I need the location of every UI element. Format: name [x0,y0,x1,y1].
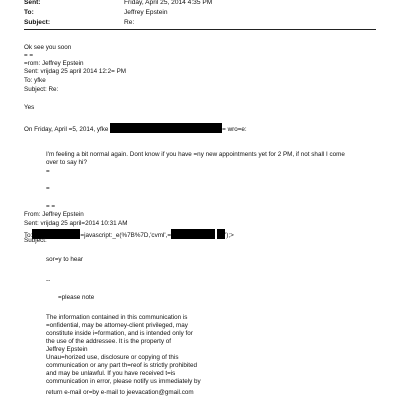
disclaimer-line: communication or any part th=reof is strictly prohibited [46,362,198,369]
attribution-prefix: On Friday, April =5, 2014, yfke [24,126,109,133]
quoted-body-line: over to say hi? [46,159,87,166]
sent-value: Friday, April 25, 2014 4:35 PM [124,0,213,6]
reply-body: Ok see you soon [24,44,72,51]
message-body: sor=y to hear [46,256,83,263]
quoted-sent-line: Sent: vrijdag 25 april=2014 10:31 AM [24,220,128,227]
quoted-separator: = [46,185,50,192]
quoted-sent-line: Sent: vrijdag 25 april 2014 12:2= PM [24,68,127,75]
disclaimer-line: =onfidential, may be attorney-client privileged, may [46,322,188,329]
quoted-subject-line: Subject: Re: [24,86,59,93]
quoted-separator: = [46,168,50,175]
to-prefix: To: [24,232,33,239]
quoted-separator: = = [46,203,56,210]
quoted-to-line: To: yfke [24,77,46,84]
sent-label: Sent: [24,0,41,6]
redaction-block [110,123,222,133]
disclaimer-line: the use of the addressee. It is the property of [46,338,171,345]
redaction-block [217,229,225,239]
quoted-to-line [24,229,234,240]
subject-label: Subject: [24,19,51,26]
to-label: To: [24,9,34,16]
disclaimer-line: constitute inside i=formation, and is intended only for [46,330,193,337]
disclaimer-line: The information contained in this communication is [46,314,188,321]
to-suffix: ');> [225,232,234,239]
to-value: Jeffrey Epstein [124,9,168,16]
disclaimer-line: and may be unlawful. If you have received t=is [46,370,176,377]
to-javascript-link: =javascript:_e(%7B%7D,'cvml',= [80,232,172,239]
reply-body: Yes [24,104,35,111]
disclaimer-line: Jeffrey Epstein [46,346,88,353]
signature-dash: -- [46,277,51,284]
disclaimer-line: Unau=horized use, disclosure or copying of this [46,354,179,361]
quoted-from-line: =rom: Jeffrey Epstein [24,60,84,67]
subject-value: Re: [124,19,135,26]
attribution-suffix: = wro=e: [222,126,247,133]
redaction-block [171,229,215,239]
separator-line: = = [24,52,34,59]
header-divider [24,29,376,30]
quoted-subject-line: Subject: [24,237,47,244]
disclaimer-line: communication in error, please notify us immediately by [46,378,201,385]
attribution-line [24,123,247,134]
please-note-line: =please note [58,294,95,301]
disclaimer-line: return e-mail or=by e-mail to jeevacation@gmail.com [46,389,194,396]
quoted-body-line: I'm feeling a bit normal again. Dont know if you have =ny new appointments yet for 2 PM, if not shall I come [46,151,345,158]
quoted-from-line: From: Jeffrey Epstein [24,211,84,218]
